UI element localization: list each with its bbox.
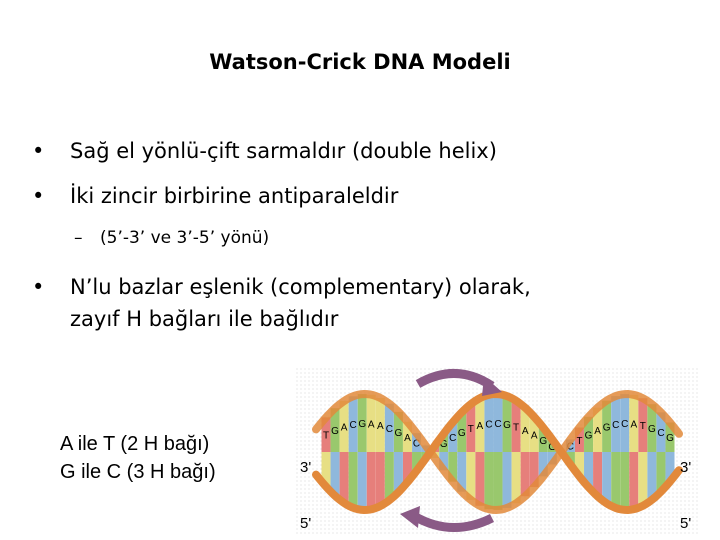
base-letter: G	[666, 433, 674, 445]
base-letter: A	[404, 432, 411, 444]
base-letter: T	[513, 422, 520, 434]
base-bar	[494, 452, 503, 510]
base-letter: C	[621, 419, 629, 431]
gc-pair-rule: G ile C (3 H bağı)	[60, 461, 216, 483]
base-bar	[367, 452, 376, 509]
bullet-text: zayıf H bağları ile bağlıdır	[70, 307, 339, 331]
bullet-complementary	[32, 272, 531, 302]
bullet-hydrogen-bonds	[32, 304, 338, 334]
base-letter: A	[630, 419, 638, 431]
base-letter: A	[530, 430, 538, 442]
bullet-antiparallel	[32, 181, 398, 211]
base-letter: G	[439, 438, 448, 450]
base-letter: C	[385, 423, 393, 435]
base-letter: T	[576, 435, 583, 447]
base-bar	[611, 452, 620, 508]
bullet-marker: •	[32, 275, 45, 299]
base-bar	[638, 452, 647, 506]
base-bar	[620, 452, 629, 510]
bullet-text: N’lu bazlar eşlenik (complementary) olarak,	[70, 275, 531, 299]
bullet-text: Sağ el yönlü-çift sarmaldır (double helix)	[70, 139, 497, 163]
base-letter: A	[476, 421, 484, 433]
base-letter: G	[602, 422, 611, 434]
sub-bullet-marker: –	[74, 228, 83, 248]
bullet-marker: •	[32, 184, 45, 208]
base-letter: G	[457, 428, 466, 440]
base-bar	[503, 452, 512, 508]
base-letter: G	[548, 441, 557, 453]
base-letter: C	[485, 419, 493, 431]
base-letter: C	[657, 428, 665, 440]
base-letter: T	[467, 424, 474, 436]
base-bar	[349, 452, 358, 508]
base-letter: G	[394, 427, 403, 439]
base-letter: G	[331, 426, 339, 438]
at-pair-rule: A ile T (2 H bağı)	[60, 433, 210, 455]
base-letter: C	[494, 419, 502, 431]
base-bar	[358, 452, 367, 510]
base-bar	[340, 452, 349, 503]
base-bar	[376, 452, 385, 506]
base-letter: A	[376, 420, 384, 432]
base-bar	[475, 452, 484, 506]
base-bar	[602, 452, 611, 503]
base-letter: G	[648, 424, 656, 436]
base-letter: T	[322, 430, 330, 442]
base-letter: C	[349, 420, 357, 432]
base-letter: C	[412, 438, 421, 450]
sub-bullet-direction	[74, 228, 269, 248]
bullet-text: İki zincir birbirine antiparaleldir	[70, 184, 399, 208]
base-letter: G	[584, 430, 593, 442]
base-letter: G	[539, 435, 548, 447]
base-letter: G	[503, 420, 511, 432]
base-letter: A	[594, 425, 601, 437]
base-letter: C	[612, 420, 620, 432]
base-letter: C	[449, 433, 457, 445]
sub-bullet-text: (5’-3’ ve 3’-5’ yönü)	[100, 228, 270, 248]
base-letter: A	[340, 422, 348, 434]
base-letter: T	[639, 421, 646, 433]
dna-double-helix-figure	[296, 368, 700, 536]
base-letter: C	[566, 441, 575, 453]
base-letter: A	[521, 425, 529, 437]
strand-end-label: 3'	[680, 459, 692, 476]
slide-title: Watson-Crick DNA Modeli	[209, 50, 511, 74]
base-bar	[629, 452, 638, 509]
base-letter: A	[367, 419, 375, 431]
base-pairs	[322, 394, 675, 510]
bullet-marker: •	[32, 139, 45, 163]
base-pair-rules	[60, 430, 216, 486]
strand-end-label: 5'	[300, 515, 312, 532]
base-letter: G	[358, 419, 367, 431]
strand-end-label: 5'	[680, 515, 692, 532]
base-bar	[512, 452, 521, 503]
strand-end-label: 3'	[300, 459, 312, 476]
bullet-double-helix	[32, 136, 497, 166]
base-bar	[484, 452, 493, 509]
